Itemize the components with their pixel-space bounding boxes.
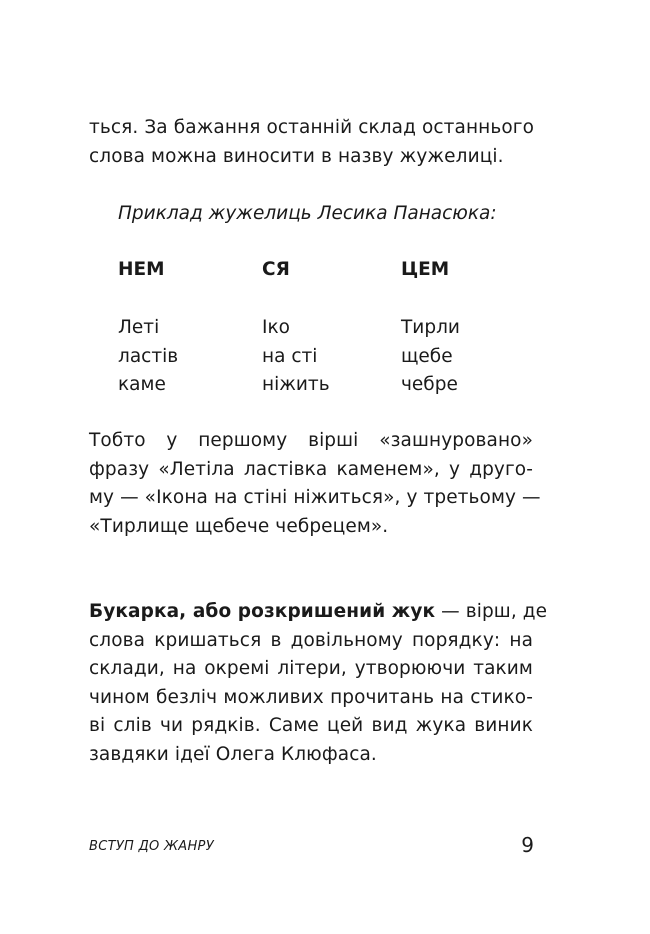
column-cell: щебе (401, 345, 453, 367)
page-number: 9 (521, 833, 534, 857)
example-column-1 (118, 256, 248, 400)
text-line: слова кришаться в довільному порядку: на (89, 629, 533, 651)
example-column-2 (262, 256, 392, 400)
column-cell: Леті (118, 317, 160, 338)
example-column-3 (401, 256, 531, 400)
paragraph-bukarka (89, 598, 548, 769)
text-line: фразу «Летіла ластівка каменем», у друго- (89, 458, 533, 480)
example-caption: Приклад жужелиць Лесика Панасюка: (118, 203, 497, 224)
column-header: СЯ (262, 259, 290, 280)
column-cell: на сті (262, 345, 318, 367)
column-cell: Іко (262, 317, 290, 338)
text-line: слова можна виносити в назву жужелиці. (89, 145, 504, 167)
text-line: му — «Ікона на стіні ніжиться», у третьому — (89, 487, 541, 508)
text-line: склади, на окремі літери, утворюючи таким (89, 658, 533, 679)
definition-start: — вірш, де (435, 601, 548, 622)
column-cell: ластів (118, 345, 179, 367)
column-cell: чебре (401, 374, 458, 395)
term-bold: Букарка, або розкришений жук (89, 601, 436, 622)
text-line: Тобто у першому вірші «зашнуровано» (89, 430, 533, 451)
column-header: ЦЕМ (401, 259, 450, 280)
text-line (89, 598, 548, 627)
text-line: «Тирлище щебече чебрецем». (89, 515, 389, 537)
paragraph-explanation (89, 427, 541, 541)
text-line: чином безліч можливих прочитань на стико- (89, 686, 533, 708)
column-cell: Тирли (401, 317, 460, 338)
text-line: завдяки ідеї Олега Клюфаса. (89, 743, 377, 765)
column-header: НЕМ (118, 259, 165, 280)
text-line: ві слів чи рядків. Саме цей вид жука виник (89, 715, 533, 736)
running-footer-title: ВСТУП ДО ЖАНРУ (89, 839, 214, 854)
column-cell: ніжить (262, 374, 330, 395)
paragraph-intro (89, 114, 533, 171)
text-line: ться. За бажання останній склад останнього (89, 117, 535, 138)
column-cell: каме (118, 374, 166, 395)
